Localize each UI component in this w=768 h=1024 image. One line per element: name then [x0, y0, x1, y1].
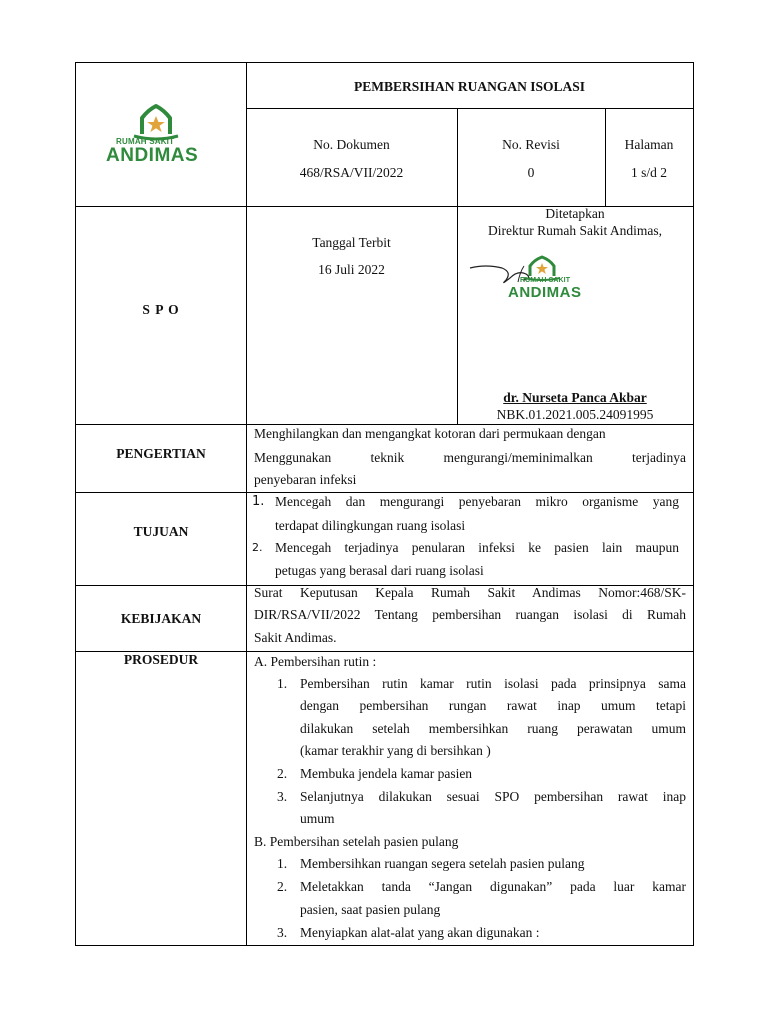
- pengertian-line: Menghilangkan dan mengangkat kotoran dari permukaan dengan: [254, 426, 606, 441]
- prosedur-step-text: umum: [300, 811, 335, 826]
- stamp-line2: ANDIMAS: [508, 284, 582, 301]
- prosedur-step-text: dilakukan setelah membersihkan ruang perawatan umum: [300, 721, 686, 736]
- prosedur-step-text: dengan pembersihan rungan rawat inap umum tetapi: [300, 698, 686, 713]
- prosedur-step-text: Menyiapkan alat-alat yang akan digunakan :: [300, 925, 540, 940]
- prosedur-step-text: Membersihkan ruangan segera setelah pasien pulang: [300, 856, 585, 871]
- prosedur-step-text: Meletakkan tanda “Jangan digunakan” pada luar kamar: [300, 879, 686, 894]
- tujuan-item-text: terdapat dilingkungan ruang isolasi: [275, 518, 466, 533]
- prosedur-step-text: Membuka jendela kamar pasien: [300, 766, 473, 781]
- prosedur-step-number: 1.: [277, 676, 288, 691]
- logo-line1: RUMAH SAKIT: [116, 137, 175, 146]
- kebijakan-line: Sakit Andimas.: [254, 630, 337, 645]
- col-divider-mid: [457, 108, 458, 424]
- doc-number-label: No. Dokumen: [313, 137, 390, 152]
- pengertian-label: PENGERTIAN: [116, 446, 206, 461]
- prosedur-step-number: 2.: [277, 879, 288, 894]
- doc-number-value: 468/RSA/VII/2022: [299, 165, 404, 180]
- row-divider-pengertian: [75, 424, 694, 425]
- header-divider: [246, 108, 693, 109]
- stamp-line1: RUMAH SAKIT: [520, 277, 571, 284]
- signature-stamp: [466, 252, 586, 308]
- prosedur-step-number: 3.: [277, 925, 288, 940]
- tujuan-item-text: Mencegah dan mengurangi penyebaran mikro organisme yang: [275, 494, 679, 509]
- table-border-right: [693, 62, 694, 946]
- revision-label: No. Revisi: [502, 137, 560, 152]
- kebijakan-label: KEBIJAKAN: [120, 611, 202, 626]
- tujuan-item-number: 2.: [252, 541, 263, 554]
- kebijakan-line: Surat Keputusan Kepala Rumah Sakit Andimas Nomor:468/SK-: [254, 585, 686, 600]
- tujuan-item-text: petugas yang berasal dari ruang isolasi: [275, 563, 484, 578]
- prosedur-section-b: B. Pembersihan setelah pasien pulang: [254, 834, 459, 849]
- prosedur-step-number: 2.: [277, 766, 288, 781]
- document-title: PEMBERSIHAN RUANGAN ISOLASI: [353, 79, 586, 94]
- issue-date-label: Tanggal Terbit: [312, 235, 391, 250]
- issue-date-value: 16 Juli 2022: [318, 262, 385, 277]
- kebijakan-line: DIR/RSA/VII/2022 Tentang pembersihan ruangan isolasi di Rumah: [254, 607, 686, 622]
- table-border-top: [75, 62, 694, 63]
- pengertian-line: Menggunakan teknik mengurangi/meminimalkan terjadinya: [254, 450, 686, 465]
- prosedur-label: PROSEDUR: [123, 652, 199, 667]
- col-divider-page: [605, 108, 606, 206]
- prosedur-step-text: (kamar terakhir yang di bersihkan ): [300, 743, 491, 758]
- pengertian-line: penyebaran infeksi: [254, 472, 357, 487]
- revision-value: 0: [527, 165, 535, 180]
- logo-line2: ANDIMAS: [106, 145, 199, 166]
- prosedur-step-text: Selanjutnya dilakukan sesuai SPO pembersihan rawat inap: [300, 789, 686, 804]
- prosedur-section-a: A. Pembersihan rutin :: [254, 654, 377, 669]
- table-divider-col: [246, 62, 247, 946]
- spo-label: S P O: [142, 302, 180, 317]
- hospital-logo: [104, 100, 216, 170]
- page-label: Halaman: [624, 137, 674, 152]
- prosedur-step-text: pasien, saat pasien pulang: [300, 902, 441, 917]
- row-divider-tujuan: [75, 492, 694, 493]
- tujuan-item-text: Mencegah terjadinya penularan infeksi ke pasien lain maupun: [275, 540, 679, 555]
- tujuan-label: TUJUAN: [133, 524, 189, 539]
- signer-nbk: NBK.01.2021.005.24091995: [496, 407, 654, 422]
- prosedur-step-number: 3.: [277, 789, 288, 804]
- prosedur-step-text: Pembersihan rutin kamar rutin isolasi pada prinsipnya sama: [300, 676, 686, 691]
- table-border-bottom: [75, 945, 694, 946]
- page-value: 1 s/d 2: [630, 165, 667, 180]
- tujuan-item-number: 1.: [252, 494, 265, 509]
- signer-name: dr. Nurseta Panca Akbar: [503, 390, 647, 405]
- prosedur-step-number: 1.: [277, 856, 288, 871]
- approval-label: Ditetapkan: [545, 206, 605, 221]
- table-border-left: [75, 62, 76, 946]
- director-title: Direktur Rumah Sakit Andimas,: [488, 223, 662, 238]
